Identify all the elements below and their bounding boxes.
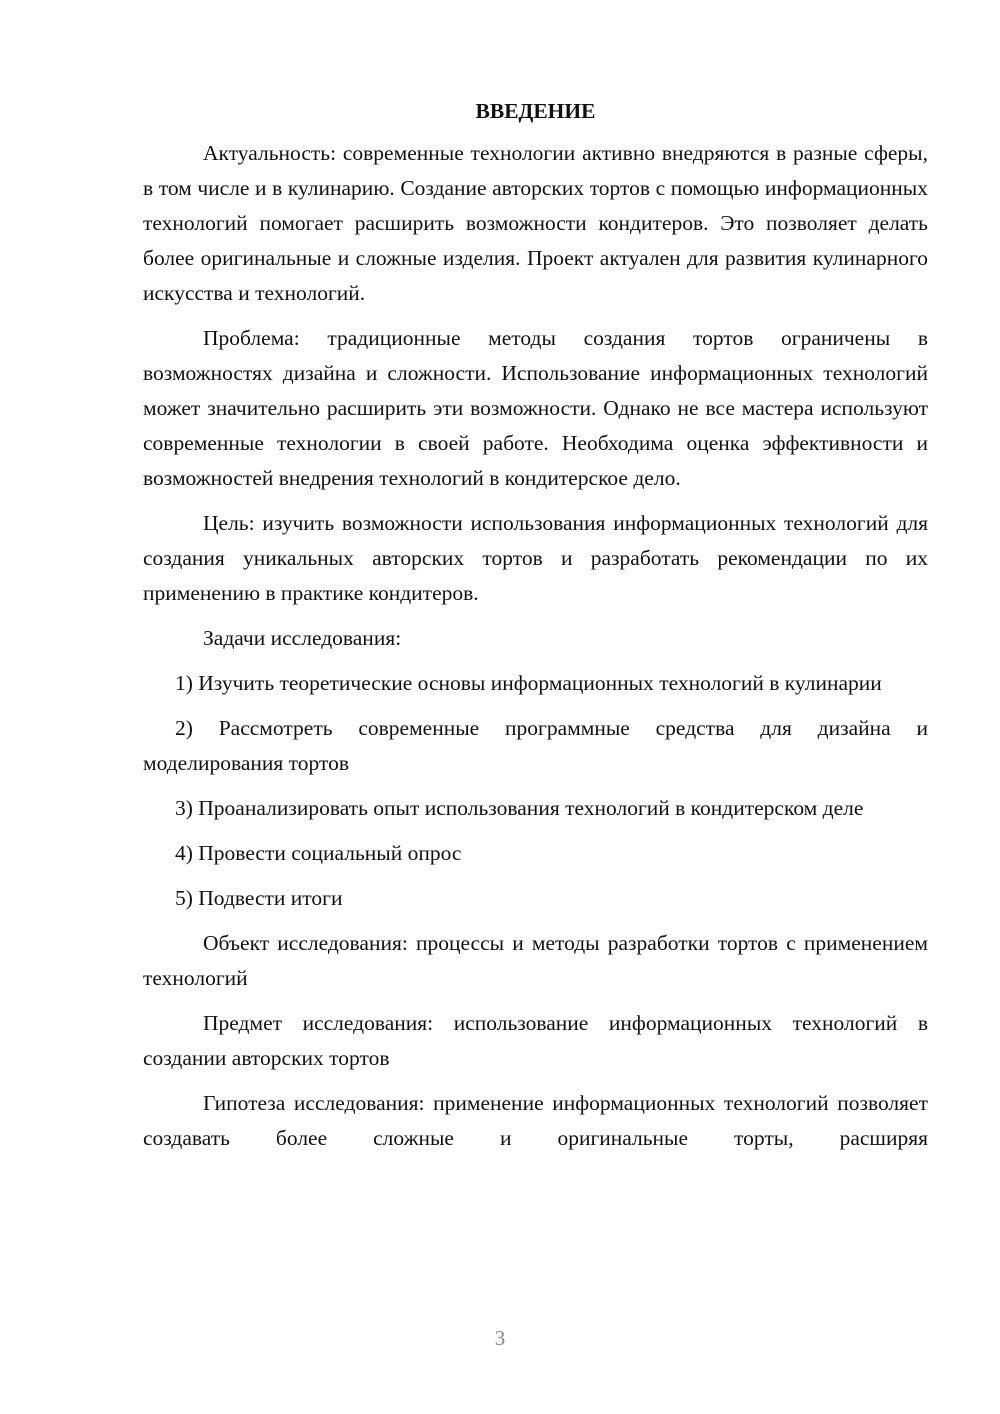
- task-item: 3) Проанализировать опыт использования технологий в кондитерском деле: [175, 796, 864, 820]
- subject-paragraph: Предмет исследования: использование информационных технологий в создании авторских тортов: [143, 1011, 928, 1070]
- goal-paragraph: Цель: изучить возможности использования информационных технологий для создания уникальных авторских тортов и разработать рекомендации по их применению в практике кондитеров.: [143, 511, 928, 605]
- task-item: 2) Рассмотреть современные программные средства для дизайна и моделирования тортов: [143, 716, 928, 775]
- section-heading: ВВЕДЕНИЕ: [475, 99, 596, 123]
- task-item: 4) Провести социальный опрос: [175, 841, 462, 865]
- tasks-title: Задачи исследования:: [203, 626, 402, 650]
- document-page: [143, 96, 928, 1156]
- page-number: 3: [494, 1326, 506, 1350]
- problem-paragraph: Проблема: традиционные методы создания тортов ограничены в возможностях дизайна и сложности. Использование информационных технологий может значительно расширить эти возможности. Однако не все мастера используют современные технологии в своей работе. Необходима оценка эффективности и возможностей внедрения технологий в кондитерское дело.: [143, 326, 928, 490]
- task-item: 5) Подвести итоги: [175, 886, 343, 910]
- hypothesis-paragraph: Гипотеза исследования: применение информационных технологий позволяет создавать более сложные и оригинальные торты, расширяя: [143, 1091, 928, 1150]
- object-paragraph: Объект исследования: процессы и методы разработки тортов с применением технологий: [143, 931, 928, 990]
- relevance-paragraph: Актуальность: современные технологии активно внедряются в разные сферы, в том числе и в кулинарию. Создание авторских тортов с помощью информационных технологий помогает расширить возможности кондитеров. Это позволяет делать более оригинальные и сложные изделия. Проект актуален для развития кулинарного искусства и технологий.: [143, 141, 928, 305]
- task-item: 1) Изучить теоретические основы информационных технологий в кулинарии: [175, 671, 882, 695]
